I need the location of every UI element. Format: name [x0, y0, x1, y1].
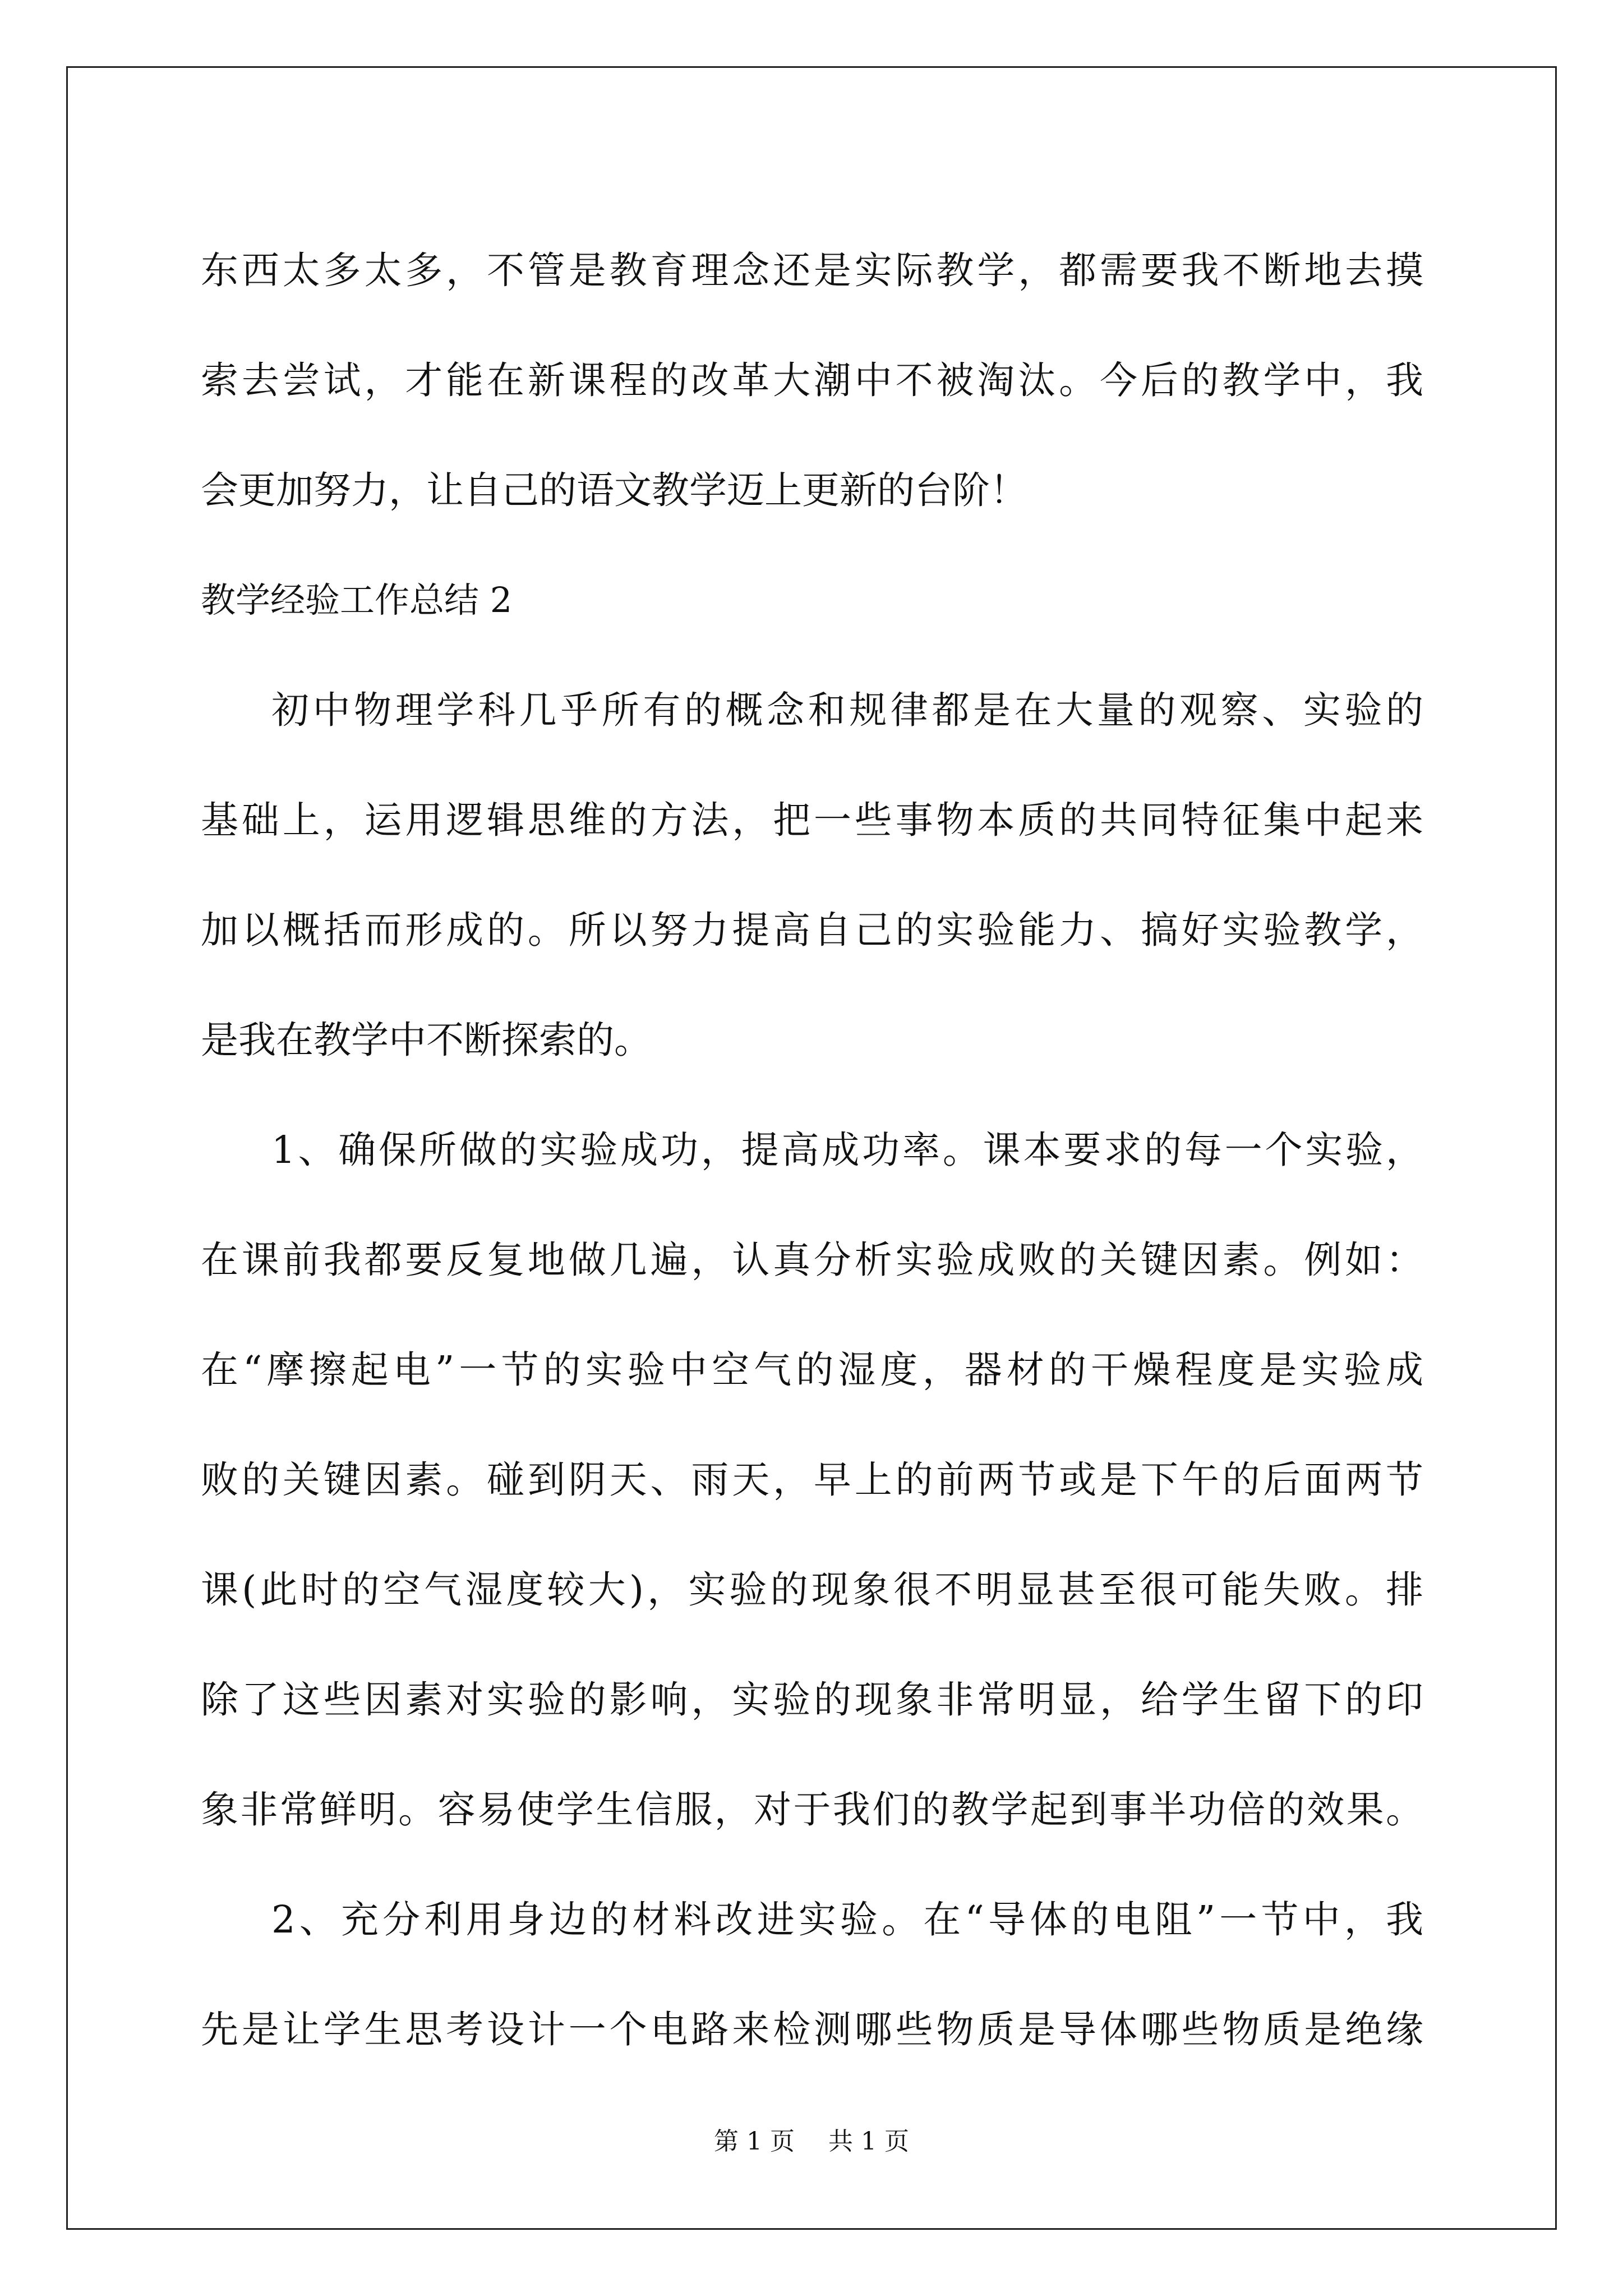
body-line: 基础上，运用逻辑思维的方法，把一些事物本质的共同特征集中起来 — [201, 798, 1423, 842]
page-footer — [0, 2126, 1623, 2157]
section-heading: 教学经验工作总结 2 — [201, 579, 513, 620]
body-line: 会更加努力，让自己的语文教学迈上更新的台阶！ — [201, 468, 1027, 512]
document-body — [201, 215, 1423, 2085]
page-total: 共 1 页 — [828, 2127, 909, 2156]
paragraph-first-line: 1、确保所做的实验成功，提高成功率。课本要求的每一个实验， — [271, 1128, 1423, 1172]
body-line: 是我在教学中不断探索的。 — [201, 1018, 652, 1062]
paragraph-first-line: 初中物理学科几乎所有的概念和规律都是在大量的观察、实验的 — [271, 688, 1423, 732]
body-line: 课(此时的空气湿度较大)，实验的现象很不明显甚至很可能失败。排 — [201, 1568, 1423, 1612]
body-line: 东西太多太多，不管是教育理念还是实际教学，都需要我不断地去摸 — [201, 249, 1423, 292]
body-line: 索去尝试，才能在新课程的改革大潮中不被淘汰。今后的教学中，我 — [201, 358, 1423, 402]
body-line: 除了这些因素对实验的影响，实验的现象非常明显，给学生留下的印 — [201, 1678, 1423, 1722]
body-line: 在课前我都要反复地做几遍，认真分析实验成败的关键因素。例如： — [201, 1238, 1423, 1282]
page-number: 第 1 页 — [714, 2127, 795, 2156]
paragraph-first-line: 2、充分利用身边的材料改进实验。在“导体的电阻”一节中，我 — [271, 1898, 1423, 1941]
body-line: 加以概括而形成的。所以努力提高自己的实验能力、搞好实验教学， — [201, 908, 1423, 952]
body-line: 先是让学生思考设计一个电路来检测哪些物质是导体哪些物质是绝缘 — [201, 2008, 1423, 2051]
body-line: 象非常鲜明。容易使学生信服，对于我们的教学起到事半功倍的效果。 — [201, 1788, 1423, 1832]
body-line: 败的关键因素。碰到阴天、雨天，早上的前两节或是下午的后面两节 — [201, 1458, 1423, 1502]
body-line: 在“摩擦起电”一节的实验中空气的湿度，器材的干燥程度是实验成 — [201, 1348, 1423, 1392]
